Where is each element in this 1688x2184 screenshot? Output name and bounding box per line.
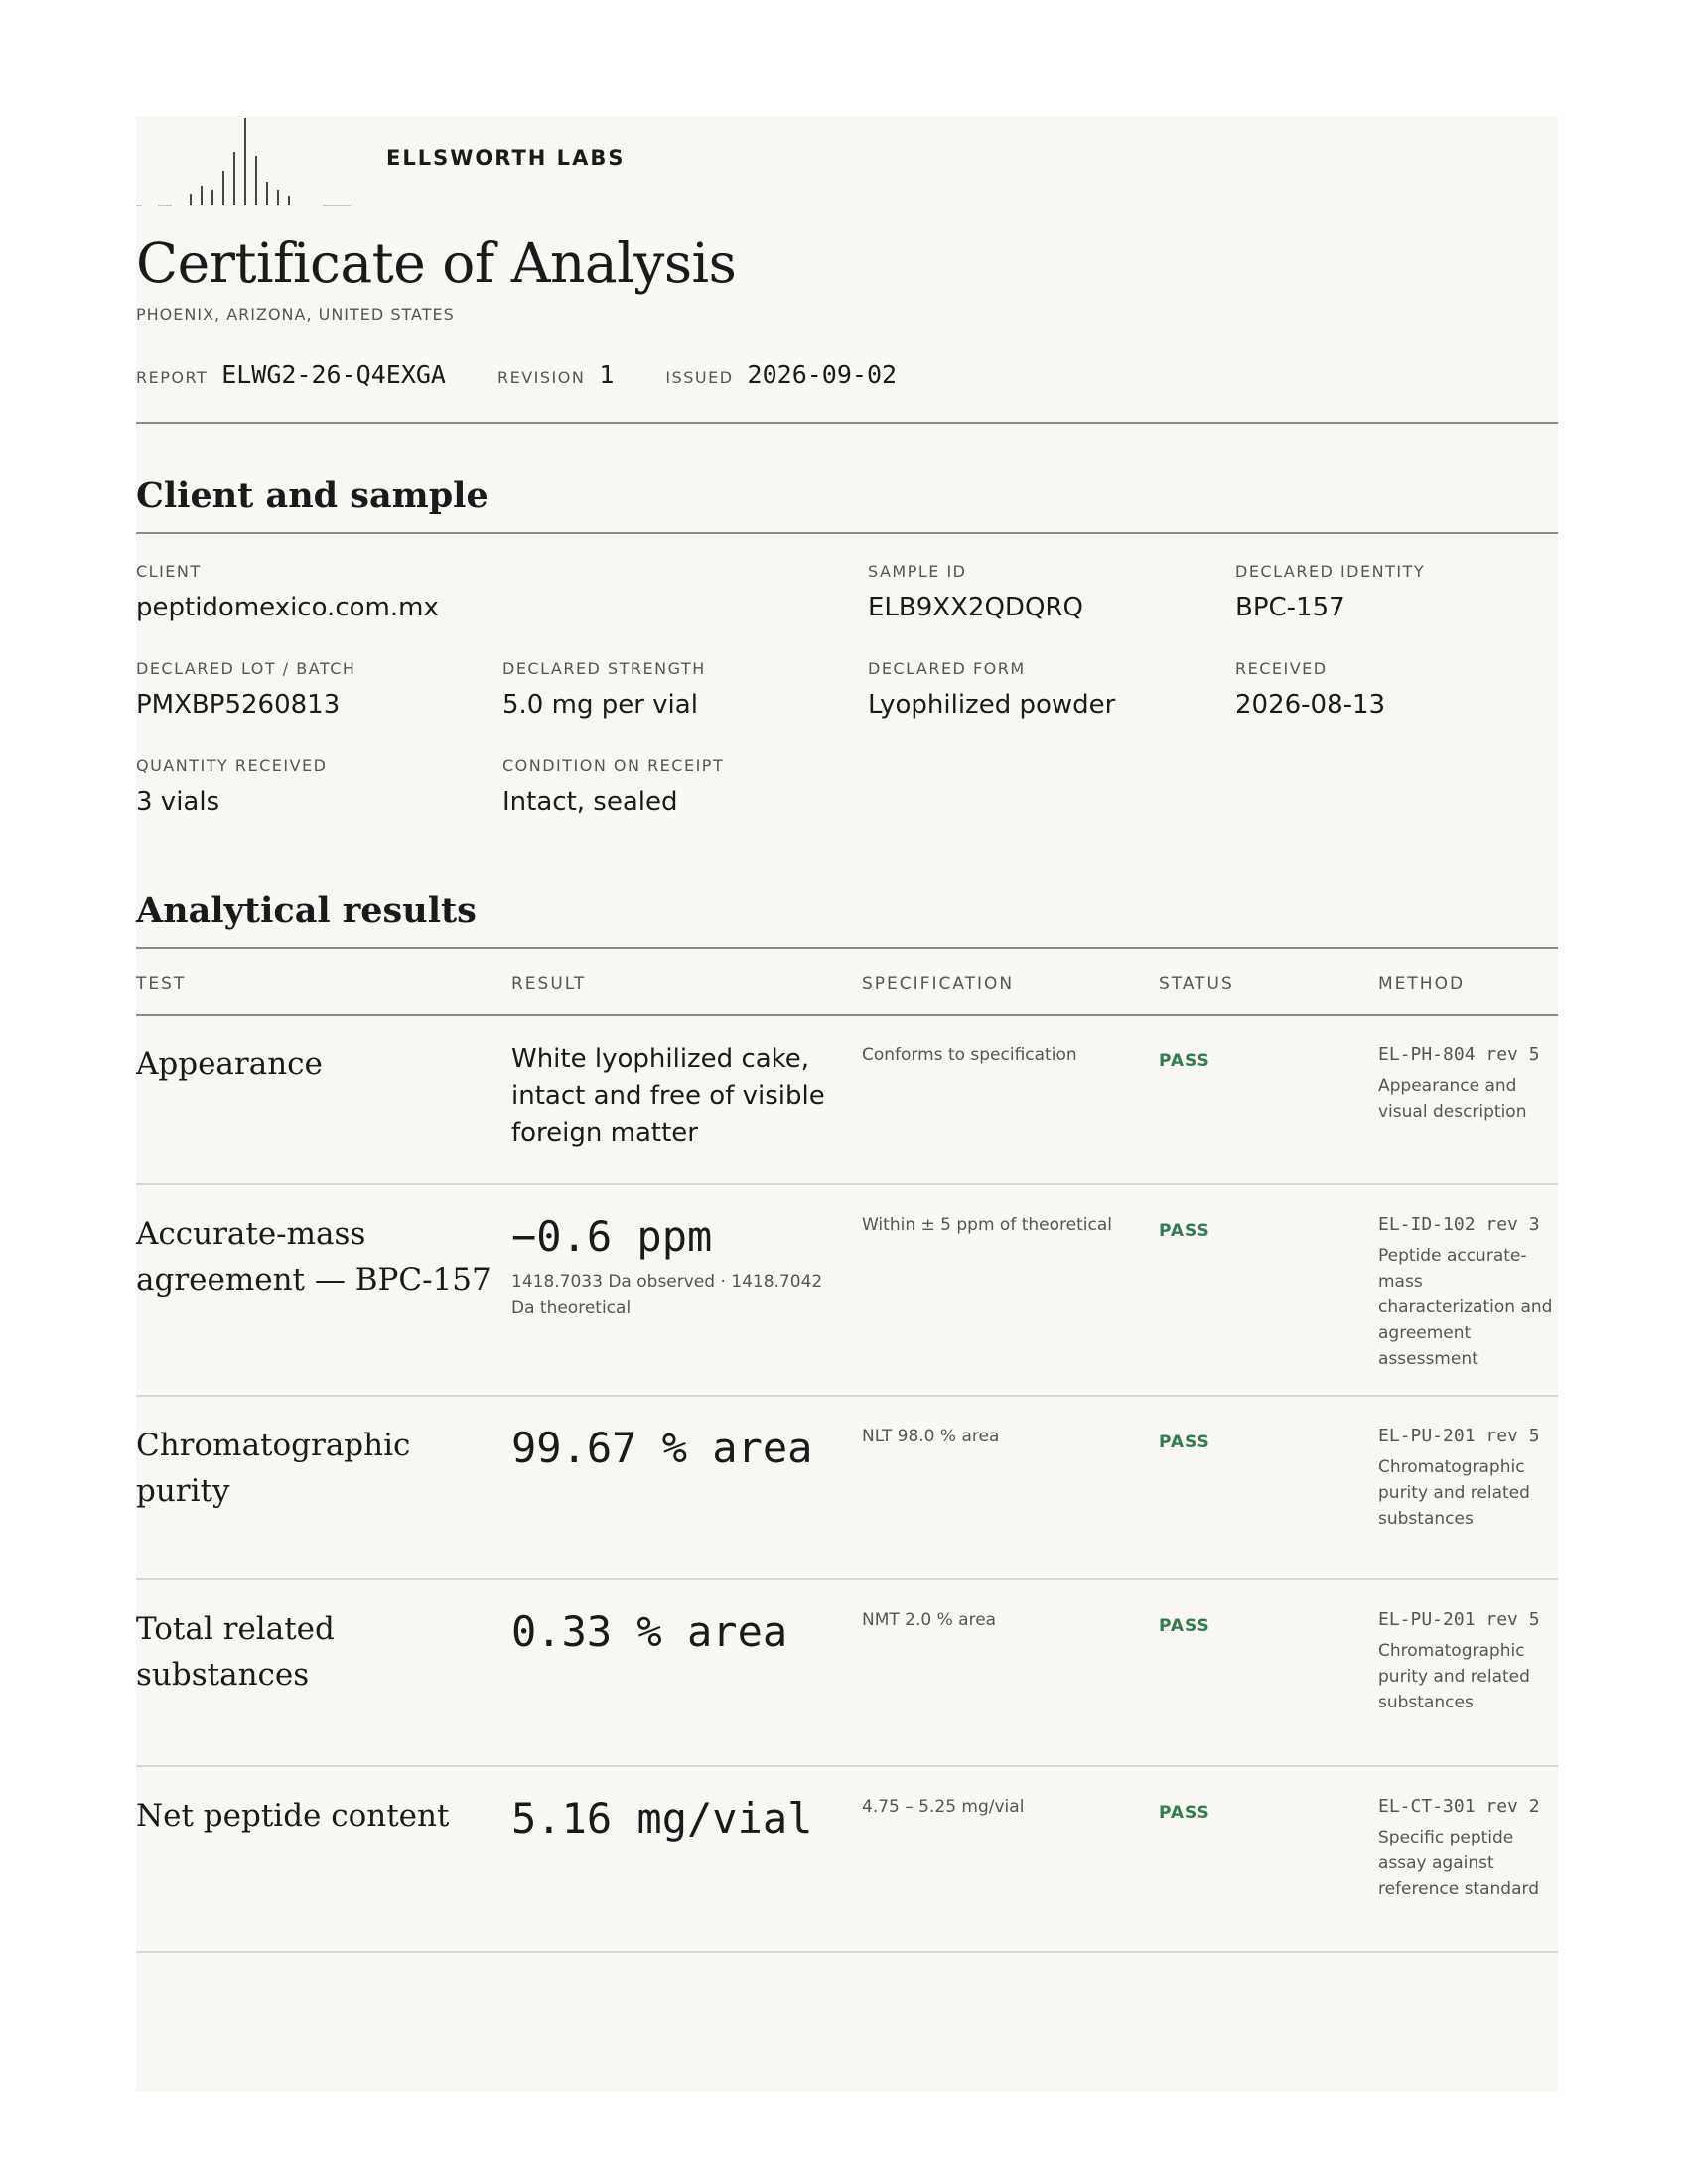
field-label: QUANTITY RECEIVED <box>136 756 328 775</box>
field-client <box>136 562 439 622</box>
column-header-specification: SPECIFICATION <box>862 974 1015 994</box>
field-label: DECLARED IDENTITY <box>1235 562 1426 581</box>
client-section-divider <box>136 532 1558 534</box>
field-sample-id <box>868 562 1083 622</box>
table-row <box>136 1397 1558 1580</box>
field-lot-batch <box>136 659 355 720</box>
column-header-result: RESULT <box>511 974 587 994</box>
field-value: Intact, sealed <box>502 787 678 817</box>
method-cell <box>1378 1041 1561 1125</box>
spectrum-logo-icon <box>136 116 354 207</box>
client-section-title: Client and sample <box>136 476 489 516</box>
result-cell <box>511 1793 829 1844</box>
field-quantity-received <box>136 756 327 817</box>
test-name: Accurate-mass agreement — BPC-157 <box>136 1216 492 1297</box>
test-name: Net peptide content <box>136 1798 450 1834</box>
field-value: 5.0 mg per vial <box>502 690 698 720</box>
method-description: Chromatographic purity and related substances <box>1378 1457 1530 1529</box>
field-value: 2026-08-13 <box>1235 690 1386 720</box>
field-declared-identity <box>1235 562 1425 622</box>
issued-date <box>665 360 897 389</box>
report-value: ELWG2-26-Q4EXGA <box>221 360 446 389</box>
specification: 4.75 – 5.25 mg/vial <box>862 1797 1025 1817</box>
result-cell <box>511 1606 829 1658</box>
report-meta <box>136 360 948 389</box>
test-name: Appearance <box>136 1046 323 1082</box>
method-description: Specific peptide assay against reference standard <box>1378 1828 1539 1899</box>
result-text: White lyophilized cake, intact and free of visible foreign matter <box>511 1044 825 1148</box>
field-value: PMXBP5260813 <box>136 690 341 720</box>
method-cell <box>1378 1423 1561 1532</box>
method-code: EL-PH-804 rev 5 <box>1378 1044 1540 1065</box>
field-label: DECLARED STRENGTH <box>502 659 706 678</box>
field-value: BPC-157 <box>1235 593 1345 622</box>
method-code: EL-PU-201 rev 5 <box>1378 1609 1540 1630</box>
column-header-status: STATUS <box>1159 974 1234 994</box>
issued-value: 2026-09-02 <box>747 360 898 389</box>
specification: NMT 2.0 % area <box>862 1610 997 1630</box>
lab-location: PHOENIX, ARIZONA, UNITED STATES <box>136 305 455 324</box>
certificate-sheet <box>136 116 1558 2092</box>
result-value: 5.16 mg/vial <box>511 1794 813 1843</box>
result-value: 99.67 % area <box>511 1424 813 1472</box>
field-declared-form <box>868 659 1115 720</box>
column-header-method: METHOD <box>1378 974 1466 994</box>
status-badge: PASS <box>1159 1803 1210 1823</box>
field-label: CONDITION ON RECEIPT <box>502 756 725 775</box>
result-cell <box>511 1041 829 1152</box>
status-badge: PASS <box>1159 1616 1210 1636</box>
field-value: 3 vials <box>136 787 220 817</box>
method-description: Peptide accurate-mass characterization and agreement assessment <box>1378 1246 1553 1369</box>
letterhead <box>136 116 1558 207</box>
field-label: SAMPLE ID <box>868 562 967 581</box>
table-row <box>136 1767 1558 1953</box>
page-title: Certificate of Analysis <box>136 231 737 295</box>
method-code: EL-PU-201 rev 5 <box>1378 1426 1540 1446</box>
row-divider <box>136 1951 1558 1953</box>
status-badge: PASS <box>1159 1433 1210 1452</box>
method-description: Chromatographic purity and related substances <box>1378 1641 1530 1712</box>
column-header-test: TEST <box>136 974 187 994</box>
field-declared-strength <box>502 659 706 720</box>
table-row <box>136 1185 1558 1397</box>
revision-value: 1 <box>599 360 615 389</box>
method-cell <box>1378 1606 1561 1715</box>
table-row <box>136 1580 1558 1767</box>
method-code: EL-ID-102 rev 3 <box>1378 1214 1540 1235</box>
result-note: 1418.7033 Da observed · 1418.7042 Da theoretical <box>511 1272 823 1318</box>
field-label: CLIENT <box>136 562 202 581</box>
test-name: Chromatographic purity <box>136 1428 411 1509</box>
test-name: Total related substances <box>136 1611 335 1693</box>
field-label: RECEIVED <box>1235 659 1328 678</box>
revision-label: REVISION <box>496 368 586 387</box>
method-code: EL-CT-301 rev 2 <box>1378 1796 1540 1817</box>
result-cell <box>511 1423 829 1474</box>
method-cell <box>1378 1793 1561 1902</box>
specification: NLT 98.0 % area <box>862 1427 1000 1446</box>
header-divider <box>136 422 1558 424</box>
field-label: DECLARED FORM <box>868 659 1026 678</box>
status-badge: PASS <box>1159 1221 1210 1241</box>
specification: Within ± 5 ppm of theoretical <box>862 1215 1112 1235</box>
specification: Conforms to specification <box>862 1045 1077 1065</box>
field-value: Lyophilized powder <box>868 690 1116 720</box>
method-description: Appearance and visual description <box>1378 1076 1527 1122</box>
status-badge: PASS <box>1159 1051 1210 1071</box>
field-value: ELB9XX2QDQRQ <box>868 593 1083 622</box>
result-cell <box>511 1211 829 1322</box>
report-label: REPORT <box>136 368 209 387</box>
report-number <box>136 360 446 389</box>
field-value: peptidomexico.com.mx <box>136 593 439 622</box>
method-cell <box>1378 1211 1561 1372</box>
result-value: 0.33 % area <box>511 1607 788 1656</box>
results-section-divider <box>136 947 1558 949</box>
result-value: −0.6 ppm <box>511 1212 713 1261</box>
lab-brand-name: ELLSWORTH LABS <box>386 146 626 170</box>
table-row <box>136 1016 1558 1185</box>
field-condition-on-receipt <box>502 756 724 817</box>
issued-label: ISSUED <box>665 368 734 387</box>
revision <box>497 360 614 389</box>
results-section-title: Analytical results <box>136 890 477 931</box>
field-label: DECLARED LOT / BATCH <box>136 659 356 678</box>
field-received <box>1235 659 1385 720</box>
